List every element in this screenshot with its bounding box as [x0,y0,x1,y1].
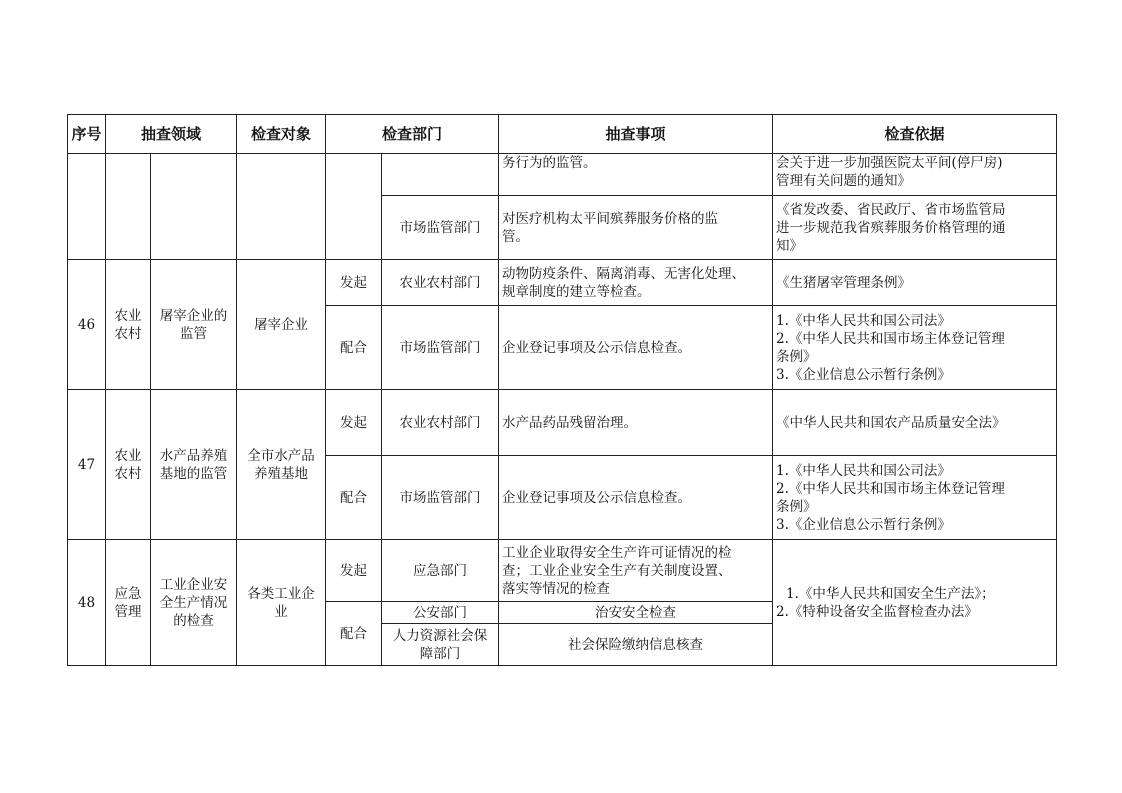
cell-basis: 1.《中华人民共和国公司法》 2.《中华人民共和国市场主体登记管理 条例》 3.《企业信息公示暂行条例》 [773,306,1057,390]
cell-no [68,154,106,260]
header-field: 抽查领域 [106,115,237,154]
cell-dept: 市场监管部门 [382,306,499,390]
cell-item: 工业企业取得安全生产许可证情况的检 查；工业企业安全生产有关制度设置、 落实等情况的检查 [499,540,773,602]
cell-role: 发起 [326,390,382,456]
cell-item: 社会保险缴纳信息核查 [499,624,773,666]
header-no: 序号 [68,115,106,154]
cell-field [106,154,151,260]
cell-basis: 《生猪屠宰管理条例》 [773,260,1057,306]
cell-item: 治安安全检查 [499,602,773,624]
cell-role: 配合 [326,602,382,666]
cell-dept: 市场监管部门 [382,196,499,260]
header-row [68,115,1057,154]
cell-role [326,154,382,260]
cell-item: 企业登记事项及公示信息检查。 [499,456,773,540]
cell-item: 企业登记事项及公示信息检查。 [499,306,773,390]
cell-role: 发起 [326,260,382,306]
cell-target [237,154,326,260]
header-basis: 检查依据 [773,115,1057,154]
cell-role: 配合 [326,306,382,390]
header-item: 抽查事项 [499,115,773,154]
cell-dept: 农业农村部门 [382,260,499,306]
cell-target: 各类工业企 业 [237,540,326,666]
cell-dept: 人力资源社会保 障部门 [382,624,499,666]
inspection-table [67,114,1057,666]
cell-item: 务行为的监管。 [499,154,773,196]
cell-field: 农业 农村 [106,390,151,540]
cell-no: 46 [68,260,106,390]
table-row [68,540,1057,602]
cell-domain: 水产品养殖 基地的监管 [151,390,237,540]
cell-dept [382,154,499,196]
cell-domain: 屠宰企业的 监管 [151,260,237,390]
cell-role: 发起 [326,540,382,602]
table-row [68,154,1057,196]
cell-basis: 1.《中华人民共和国公司法》 2.《中华人民共和国市场主体登记管理 条例》 3.《企业信息公示暂行条例》 [773,456,1057,540]
header-target: 检查对象 [237,115,326,154]
cell-dept: 公安部门 [382,602,499,624]
cell-domain [151,154,237,260]
cell-dept: 应急部门 [382,540,499,602]
cell-item: 水产品药品残留治理。 [499,390,773,456]
header-dept: 检查部门 [326,115,499,154]
cell-no: 48 [68,540,106,666]
cell-basis: 《省发改委、省民政厅、省市场监管局 进一步规范我省殡葬服务价格管理的通 知》 [773,196,1057,260]
cell-item: 对医疗机构太平间殡葬服务价格的监 管。 [499,196,773,260]
cell-basis: 《中华人民共和国农产品质量安全法》 [773,390,1057,456]
cell-field: 应急 管理 [106,540,151,666]
table-row [68,260,1057,306]
cell-no: 47 [68,390,106,540]
cell-domain: 工业企业安 全生产情况 的检查 [151,540,237,666]
cell-role: 配合 [326,456,382,540]
cell-basis: 1.《中华人民共和国安全生产法》； 2.《特种设备安全监督检查办法》 [773,540,1057,666]
cell-target: 屠宰企业 [237,260,326,390]
cell-dept: 市场监管部门 [382,456,499,540]
cell-field: 农业 农村 [106,260,151,390]
cell-item: 动物防疫条件、隔离消毒、无害化处理、 规章制度的建立等检查。 [499,260,773,306]
cell-target: 全市水产品 养殖基地 [237,390,326,540]
cell-basis: 会关于进一步加强医院太平间(停尸房) 管理有关问题的通知》 [773,154,1057,196]
table-row [68,390,1057,456]
cell-dept: 农业农村部门 [382,390,499,456]
